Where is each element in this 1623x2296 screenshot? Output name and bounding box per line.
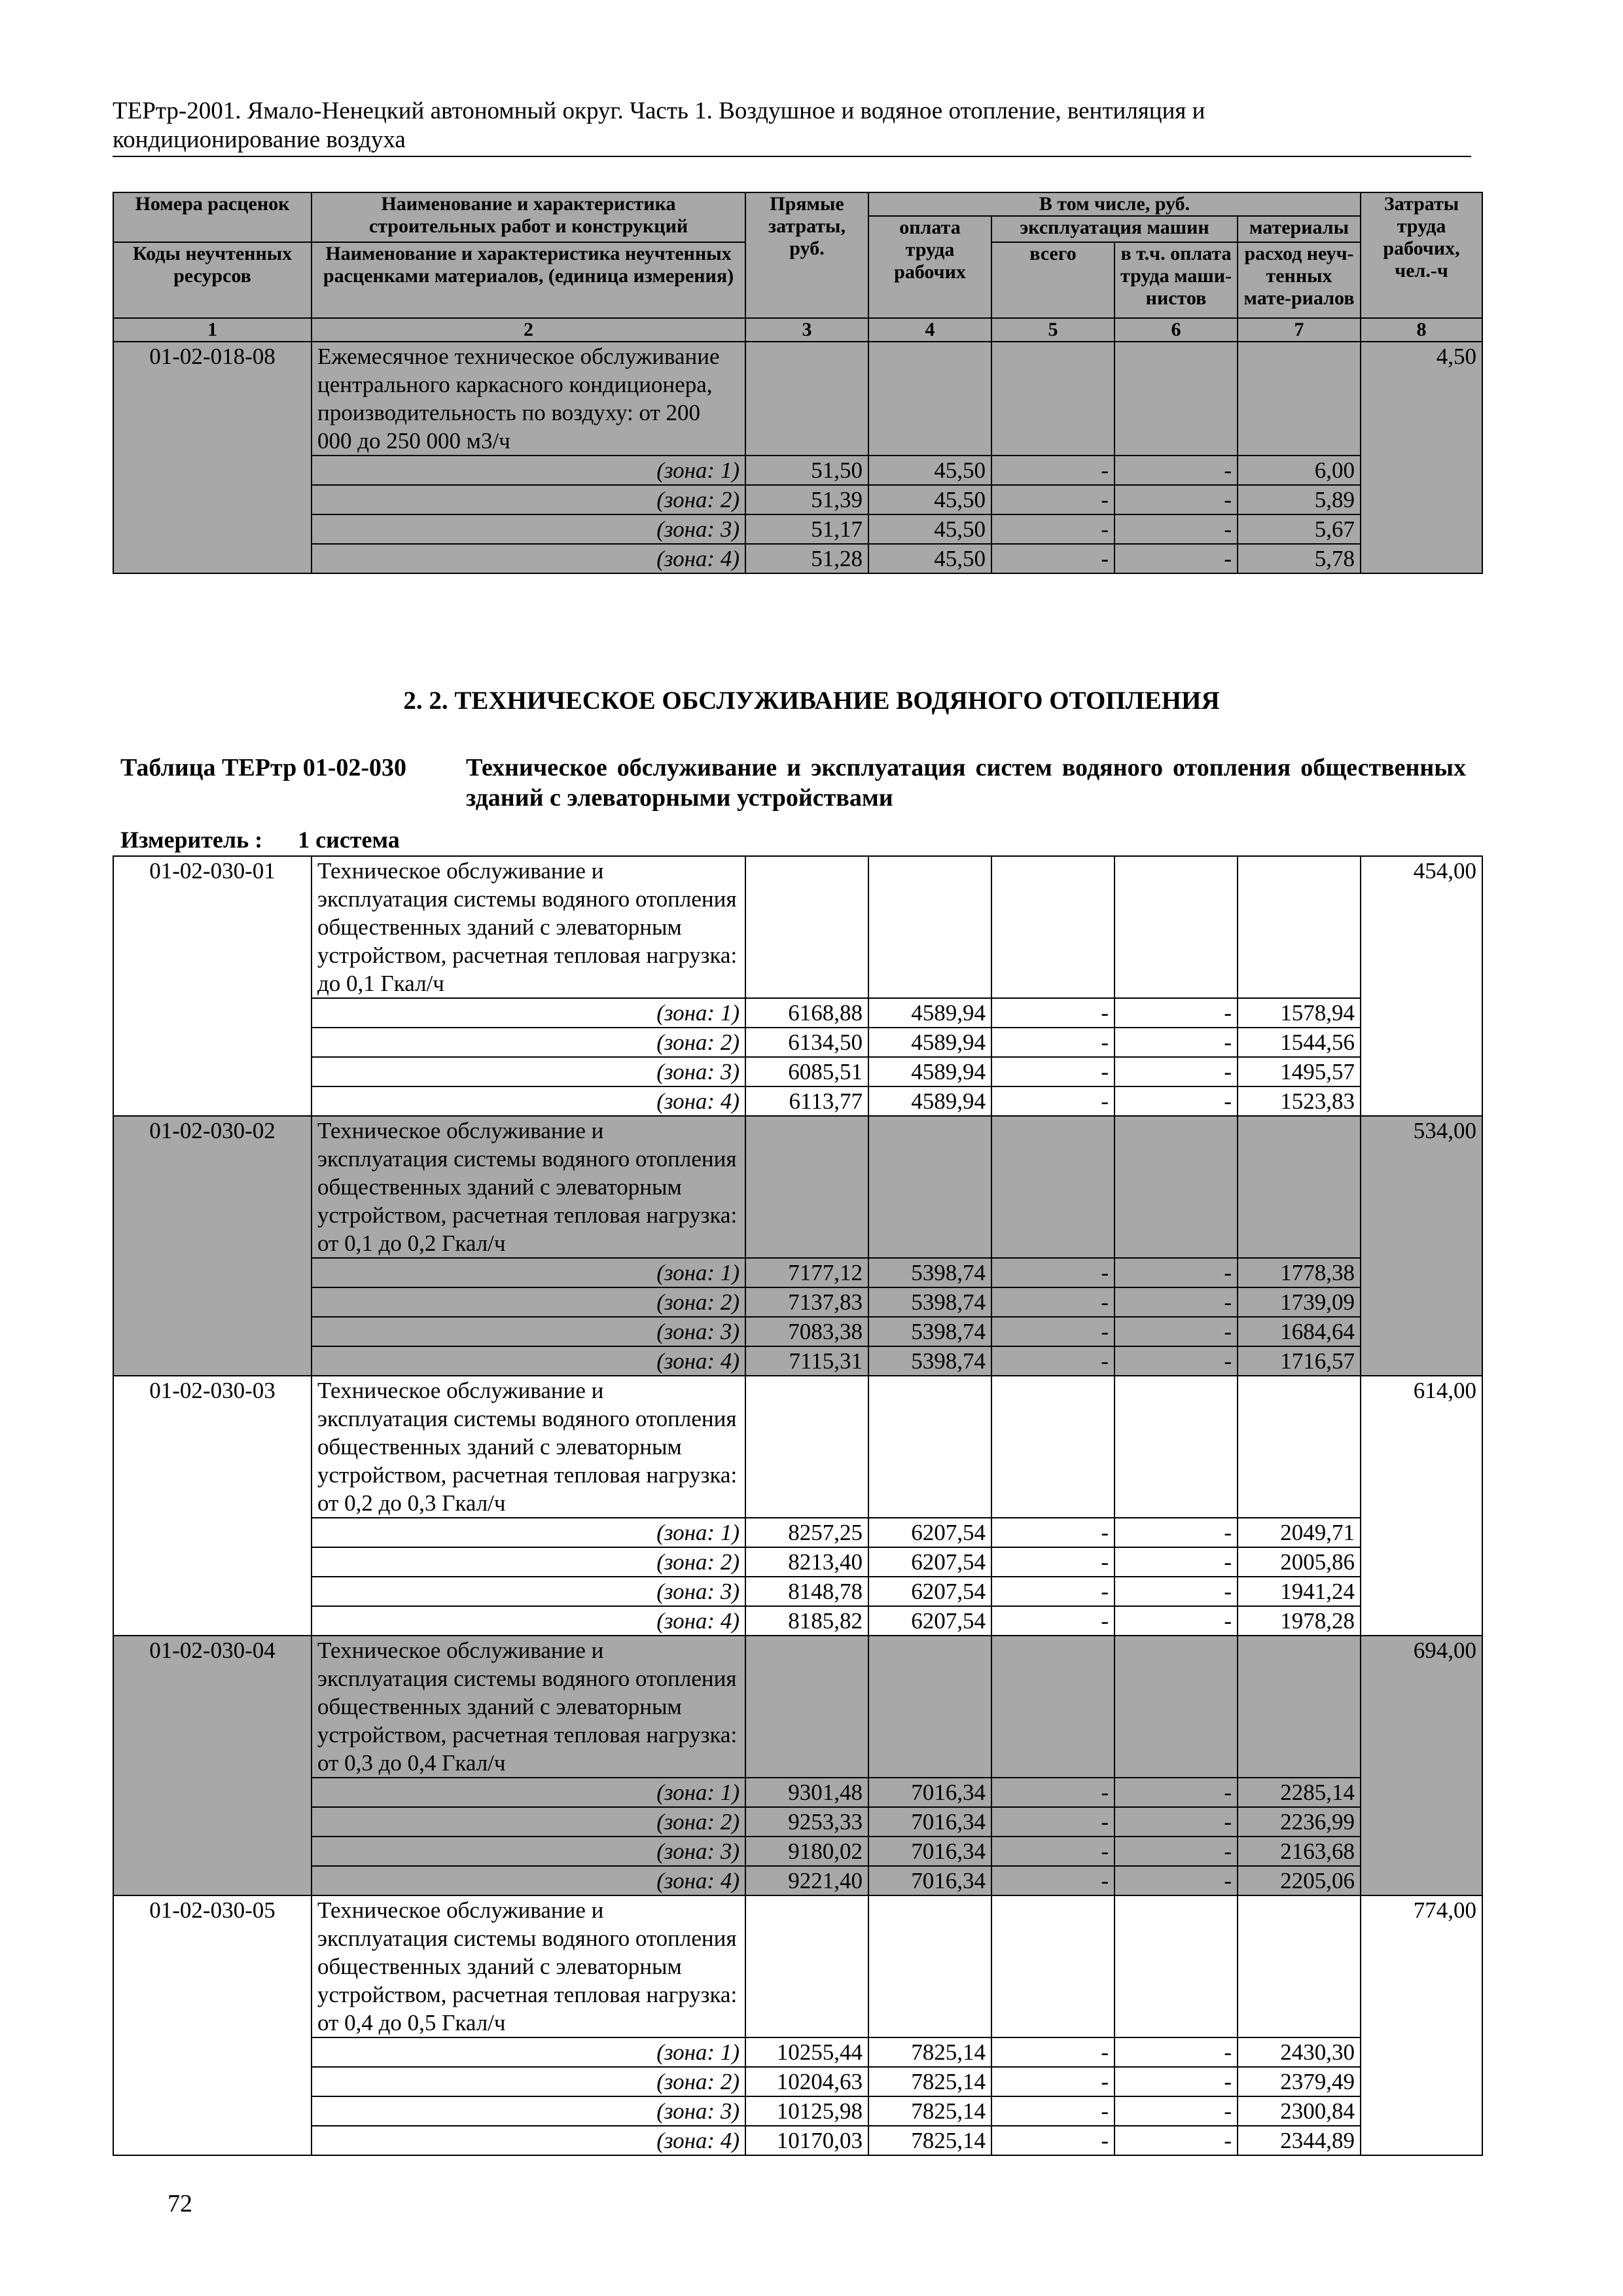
head-worker-pay: оплата труда рабочих	[868, 216, 991, 318]
zone-row	[113, 2037, 1482, 2067]
zone-label: (зона: 1)	[312, 1518, 745, 1547]
empty-cell	[1115, 1895, 1238, 2037]
materials-cost: 1778,38	[1238, 1258, 1361, 1287]
machine-ops: -	[991, 1317, 1115, 1346]
machinist-pay: -	[1115, 1866, 1238, 1895]
machine-ops: -	[991, 1866, 1115, 1895]
zone-row	[113, 456, 1482, 485]
labor-cost: 694,00	[1361, 1636, 1482, 1895]
zone-row	[113, 2096, 1482, 2126]
direct-costs: 10125,98	[745, 2096, 868, 2126]
head-rate-numbers: Номера расценок	[113, 192, 312, 242]
materials-cost: 2005,86	[1238, 1547, 1361, 1577]
machinist-pay: -	[1115, 2067, 1238, 2096]
materials-cost: 1978,28	[1238, 1606, 1361, 1636]
empty-cell	[1238, 1376, 1361, 1518]
column-number: 6	[1115, 318, 1238, 342]
materials-cost: 2163,68	[1238, 1837, 1361, 1866]
direct-costs: 6113,77	[745, 1086, 868, 1116]
empty-cell	[991, 1116, 1115, 1258]
machinist-pay: -	[1115, 1028, 1238, 1057]
zone-row	[113, 1518, 1482, 1547]
materials-cost: 6,00	[1238, 456, 1361, 485]
zone-label: (зона: 1)	[312, 456, 745, 485]
zone-label: (зона: 2)	[312, 1287, 745, 1317]
direct-costs: 9301,48	[745, 1778, 868, 1807]
worker-pay: 45,50	[868, 456, 991, 485]
materials-cost: 1716,57	[1238, 1346, 1361, 1376]
running-header-line-1: ТЕРтр-2001. Ямало-Ненецкий автономный округ. Часть 1. Воздушное и водяное отопление, вентиляция и	[113, 98, 1205, 124]
worker-pay: 4589,94	[868, 1057, 991, 1086]
direct-costs: 51,28	[745, 544, 868, 573]
worker-pay: 5398,74	[868, 1287, 991, 1317]
machinist-pay: -	[1115, 1577, 1238, 1606]
column-number: 1	[113, 318, 312, 342]
direct-costs: 9253,33	[745, 1807, 868, 1837]
zone-label: (зона: 2)	[312, 1807, 745, 1837]
head-work-name: Наименование и характеристика строительных работ и конструкций	[312, 192, 745, 242]
machinist-pay: -	[1115, 1807, 1238, 1837]
empty-cell	[1115, 856, 1238, 998]
machine-ops: -	[991, 514, 1115, 544]
direct-costs: 8148,78	[745, 1577, 868, 1606]
materials-cost: 1523,83	[1238, 1086, 1361, 1116]
empty-cell	[868, 1116, 991, 1258]
direct-costs: 10255,44	[745, 2037, 868, 2067]
head-materials: материалы	[1238, 216, 1361, 242]
worker-pay: 4589,94	[868, 998, 991, 1028]
machinist-pay: -	[1115, 485, 1238, 514]
zone-row	[113, 1258, 1482, 1287]
zone-row	[113, 1866, 1482, 1895]
materials-cost: 1578,94	[1238, 998, 1361, 1028]
worker-pay: 6207,54	[868, 1577, 991, 1606]
machine-ops: -	[991, 485, 1115, 514]
empty-cell	[745, 1895, 868, 2037]
worker-pay: 4589,94	[868, 1086, 991, 1116]
zone-label: (зона: 3)	[312, 1317, 745, 1346]
direct-costs: 10170,03	[745, 2126, 868, 2155]
worker-pay: 5398,74	[868, 1346, 991, 1376]
machinist-pay: -	[1115, 544, 1238, 573]
rate-row	[113, 1895, 1482, 2037]
materials-cost: 2430,30	[1238, 2037, 1361, 2067]
machine-ops: -	[991, 1028, 1115, 1057]
zone-label: (зона: 3)	[312, 1837, 745, 1866]
empty-cell	[745, 1636, 868, 1778]
machine-ops: -	[991, 2037, 1115, 2067]
zone-row	[113, 1317, 1482, 1346]
worker-pay: 6207,54	[868, 1606, 991, 1636]
zone-label: (зона: 4)	[312, 1606, 745, 1636]
rate-name: Техническое обслуживание и эксплуатация системы водяного отопления общественных зданий с элеваторным устройством, расчетная тепловая нагрузка: от 0,4 до 0,5 Гкал/ч	[312, 1895, 745, 2037]
zone-row	[113, 485, 1482, 514]
machine-ops: -	[991, 456, 1115, 485]
empty-cell	[991, 342, 1115, 456]
machine-ops: -	[991, 1086, 1115, 1116]
column-number: 3	[745, 318, 868, 342]
machinist-pay: -	[1115, 1547, 1238, 1577]
rate-code: 01-02-030-05	[113, 1895, 312, 2155]
zone-row	[113, 1086, 1482, 1116]
worker-pay: 7825,14	[868, 2096, 991, 2126]
materials-cost: 2049,71	[1238, 1518, 1361, 1547]
zone-label: (зона: 1)	[312, 2037, 745, 2067]
empty-cell	[868, 1636, 991, 1778]
direct-costs: 8257,25	[745, 1518, 868, 1547]
machinist-pay: -	[1115, 1258, 1238, 1287]
machine-ops: -	[991, 1606, 1115, 1636]
worker-pay: 5398,74	[868, 1258, 991, 1287]
zone-row	[113, 514, 1482, 544]
head-codes: Коды неучтенных ресурсов	[113, 242, 312, 318]
zone-row	[113, 1547, 1482, 1577]
rate-name: Техническое обслуживание и эксплуатация системы водяного отопления общественных зданий с элеваторным устройством, расчетная тепловая нагрузка: от 0,3 до 0,4 Гкал/ч	[312, 1636, 745, 1778]
direct-costs: 51,39	[745, 485, 868, 514]
rate-name: Техническое обслуживание и эксплуатация системы водяного отопления общественных зданий с элеваторным устройством, расчетная тепловая нагрузка: от 0,2 до 0,3 Гкал/ч	[312, 1376, 745, 1518]
rate-name: Техническое обслуживание и эксплуатация системы водяного отопления общественных зданий с элеваторным устройством, расчетная тепловая нагрузка: до 0,1 Гкал/ч	[312, 856, 745, 998]
head-machine-ops: эксплуатация машин	[991, 216, 1238, 242]
machine-ops: -	[991, 1287, 1115, 1317]
empty-cell	[745, 856, 868, 998]
direct-costs: 7083,38	[745, 1317, 868, 1346]
zone-row	[113, 1837, 1482, 1866]
empty-cell	[868, 342, 991, 456]
machine-ops: -	[991, 1518, 1115, 1547]
zone-label: (зона: 4)	[312, 544, 745, 573]
head-machinist-pay: в т.ч. оплата труда маши-нистов	[1115, 242, 1238, 318]
section-title: 2. 2. ТЕХНИЧЕСКОЕ ОБСЛУЖИВАНИЕ ВОДЯНОГО ОТОПЛЕНИЯ	[403, 687, 1220, 715]
zone-row	[113, 1807, 1482, 1837]
empty-cell	[991, 1376, 1115, 1518]
zone-label: (зона: 2)	[312, 485, 745, 514]
zone-label: (зона: 3)	[312, 2096, 745, 2126]
rate-code: 01-02-018-08	[113, 342, 312, 573]
running-header-line-2: кондиционирование воздуха	[113, 126, 406, 153]
materials-cost: 2344,89	[1238, 2126, 1361, 2155]
head-including: В том числе, руб.	[868, 192, 1361, 216]
machine-ops: -	[991, 2067, 1115, 2096]
rate-row	[113, 1636, 1482, 1778]
worker-pay: 7016,34	[868, 1778, 991, 1807]
empty-cell	[1115, 1636, 1238, 1778]
zone-label: (зона: 4)	[312, 1346, 745, 1376]
zone-row	[113, 544, 1482, 573]
empty-cell	[991, 1636, 1115, 1778]
table-caption-label: Таблица ТЕРтр 01-02-030	[120, 754, 407, 781]
empty-cell	[1115, 1116, 1238, 1258]
direct-costs: 6134,50	[745, 1028, 868, 1057]
table-caption-text: Техническое обслуживание и эксплуатация систем водяного отопления общественных зданий с элеваторными устройствами	[466, 754, 1466, 812]
worker-pay: 7016,34	[868, 1837, 991, 1866]
materials-cost: 2300,84	[1238, 2096, 1361, 2126]
direct-costs: 6085,51	[745, 1057, 868, 1086]
rate-code: 01-02-030-02	[113, 1116, 312, 1376]
measure-label: Измеритель :	[120, 827, 263, 853]
zone-label: (зона: 1)	[312, 1778, 745, 1807]
rates-table-ventilation	[113, 192, 1483, 574]
head-direct-costs: Прямые затраты, руб.	[745, 192, 868, 318]
labor-cost: 614,00	[1361, 1376, 1482, 1636]
zone-label: (зона: 3)	[312, 1057, 745, 1086]
materials-cost: 5,78	[1238, 544, 1361, 573]
zone-label: (зона: 4)	[312, 1866, 745, 1895]
labor-cost: 454,00	[1361, 856, 1482, 1116]
empty-cell	[745, 1376, 868, 1518]
zone-row	[113, 1778, 1482, 1807]
empty-cell	[1238, 856, 1361, 998]
empty-cell	[868, 1895, 991, 2037]
rate-code: 01-02-030-03	[113, 1376, 312, 1636]
worker-pay: 7825,14	[868, 2037, 991, 2067]
worker-pay: 5398,74	[868, 1317, 991, 1346]
head-unaccounted-material: расход неуч-тенных мате-риалов	[1238, 242, 1361, 318]
direct-costs: 9221,40	[745, 1866, 868, 1895]
materials-cost: 5,67	[1238, 514, 1361, 544]
zone-label: (зона: 3)	[312, 514, 745, 544]
machinist-pay: -	[1115, 456, 1238, 485]
empty-cell	[1238, 342, 1361, 456]
materials-cost: 1739,09	[1238, 1287, 1361, 1317]
worker-pay: 7825,14	[868, 2126, 991, 2155]
measure-value: 1 система	[298, 827, 400, 853]
machine-ops: -	[991, 998, 1115, 1028]
zone-row	[113, 1346, 1482, 1376]
machine-ops: -	[991, 2096, 1115, 2126]
materials-cost: 2285,14	[1238, 1778, 1361, 1807]
machinist-pay: -	[1115, 1287, 1238, 1317]
materials-cost: 2236,99	[1238, 1807, 1361, 1837]
worker-pay: 45,50	[868, 514, 991, 544]
worker-pay: 4589,94	[868, 1028, 991, 1057]
machine-ops: -	[991, 544, 1115, 573]
rate-row	[113, 342, 1482, 456]
rate-name: Техническое обслуживание и эксплуатация системы водяного отопления общественных зданий с элеваторным устройством, расчетная тепловая нагрузка: от 0,1 до 0,2 Гкал/ч	[312, 1116, 745, 1258]
direct-costs: 6168,88	[745, 998, 868, 1028]
machinist-pay: -	[1115, 1778, 1238, 1807]
machinist-pay: -	[1115, 1518, 1238, 1547]
zone-row	[113, 2067, 1482, 2096]
measure-unit	[120, 826, 400, 853]
rates-table-water-heating	[113, 855, 1483, 2156]
zone-row	[113, 1057, 1482, 1086]
empty-cell	[991, 856, 1115, 998]
column-number: 2	[312, 318, 745, 342]
rate-row	[113, 1376, 1482, 1518]
worker-pay: 7016,34	[868, 1807, 991, 1837]
zone-row	[113, 2126, 1482, 2155]
direct-costs: 51,17	[745, 514, 868, 544]
machinist-pay: -	[1115, 998, 1238, 1028]
machinist-pay: -	[1115, 514, 1238, 544]
labor-cost: 4,50	[1361, 342, 1482, 573]
head-total: всего	[991, 242, 1115, 318]
zone-label: (зона: 4)	[312, 1086, 745, 1116]
empty-cell	[991, 1895, 1115, 2037]
machine-ops: -	[991, 2126, 1115, 2155]
zone-label: (зона: 4)	[312, 2126, 745, 2155]
column-numbers-row	[113, 318, 1482, 342]
machinist-pay: -	[1115, 1317, 1238, 1346]
machinist-pay: -	[1115, 1086, 1238, 1116]
worker-pay: 45,50	[868, 544, 991, 573]
column-number: 7	[1238, 318, 1361, 342]
materials-cost: 1495,57	[1238, 1057, 1361, 1086]
worker-pay: 7016,34	[868, 1866, 991, 1895]
direct-costs: 8213,40	[745, 1547, 868, 1577]
machine-ops: -	[991, 1547, 1115, 1577]
machine-ops: -	[991, 1057, 1115, 1086]
zone-row	[113, 1028, 1482, 1057]
empty-cell	[1238, 1895, 1361, 2037]
column-number: 8	[1361, 318, 1482, 342]
worker-pay: 7825,14	[868, 2067, 991, 2096]
head-labor-costs: Затраты труда рабочих, чел.-ч	[1361, 192, 1482, 318]
empty-cell	[1238, 1636, 1361, 1778]
rate-row	[113, 1116, 1482, 1258]
materials-cost: 1941,24	[1238, 1577, 1361, 1606]
worker-pay: 45,50	[868, 485, 991, 514]
machine-ops: -	[991, 1807, 1115, 1837]
machinist-pay: -	[1115, 1346, 1238, 1376]
zone-label: (зона: 3)	[312, 1577, 745, 1606]
worker-pay: 6207,54	[868, 1518, 991, 1547]
zone-label: (зона: 1)	[312, 1258, 745, 1287]
machinist-pay: -	[1115, 1057, 1238, 1086]
empty-cell	[1115, 1376, 1238, 1518]
zone-row	[113, 1577, 1482, 1606]
machine-ops: -	[991, 1258, 1115, 1287]
direct-costs: 7177,12	[745, 1258, 868, 1287]
labor-cost: 774,00	[1361, 1895, 1482, 2155]
zone-label: (зона: 2)	[312, 2067, 745, 2096]
empty-cell	[1238, 1116, 1361, 1258]
empty-cell	[868, 856, 991, 998]
materials-cost: 2379,49	[1238, 2067, 1361, 2096]
page-number: 72	[168, 2190, 192, 2217]
machine-ops: -	[991, 1346, 1115, 1376]
running-header	[113, 97, 1471, 157]
rate-name: Ежемесячное техническое обслуживание центрального каркасного кондиционера, производительность по воздуху: от 200 000 до 250 000 м3/ч	[312, 342, 745, 456]
zone-row	[113, 998, 1482, 1028]
materials-cost: 5,89	[1238, 485, 1361, 514]
machinist-pay: -	[1115, 2096, 1238, 2126]
direct-costs: 9180,02	[745, 1837, 868, 1866]
zone-row	[113, 1606, 1482, 1636]
empty-cell	[868, 1376, 991, 1518]
labor-cost: 534,00	[1361, 1116, 1482, 1376]
empty-cell	[1115, 342, 1238, 456]
machine-ops: -	[991, 1577, 1115, 1606]
direct-costs: 7137,83	[745, 1287, 868, 1317]
zone-label: (зона: 2)	[312, 1028, 745, 1057]
materials-cost: 2205,06	[1238, 1866, 1361, 1895]
machine-ops: -	[991, 1837, 1115, 1866]
machinist-pay: -	[1115, 1837, 1238, 1866]
direct-costs: 8185,82	[745, 1606, 868, 1636]
worker-pay: 6207,54	[868, 1547, 991, 1577]
direct-costs: 7115,31	[745, 1346, 868, 1376]
column-number: 4	[868, 318, 991, 342]
direct-costs: 10204,63	[745, 2067, 868, 2096]
materials-cost: 1544,56	[1238, 1028, 1361, 1057]
column-number: 5	[991, 318, 1115, 342]
rate-code: 01-02-030-01	[113, 856, 312, 1116]
machinist-pay: -	[1115, 2126, 1238, 2155]
rate-code: 01-02-030-04	[113, 1636, 312, 1895]
materials-cost: 1684,64	[1238, 1317, 1361, 1346]
zone-label: (зона: 1)	[312, 998, 745, 1028]
machinist-pay: -	[1115, 2037, 1238, 2067]
head-unaccounted-name: Наименование и характеристика неучтенных расценками материалов, (единица измерения)	[312, 242, 745, 318]
zone-label: (зона: 2)	[312, 1547, 745, 1577]
zone-row	[113, 1287, 1482, 1317]
empty-cell	[745, 342, 868, 456]
rate-row	[113, 856, 1482, 998]
machinist-pay: -	[1115, 1606, 1238, 1636]
direct-costs: 51,50	[745, 456, 868, 485]
empty-cell	[745, 1116, 868, 1258]
machine-ops: -	[991, 1778, 1115, 1807]
